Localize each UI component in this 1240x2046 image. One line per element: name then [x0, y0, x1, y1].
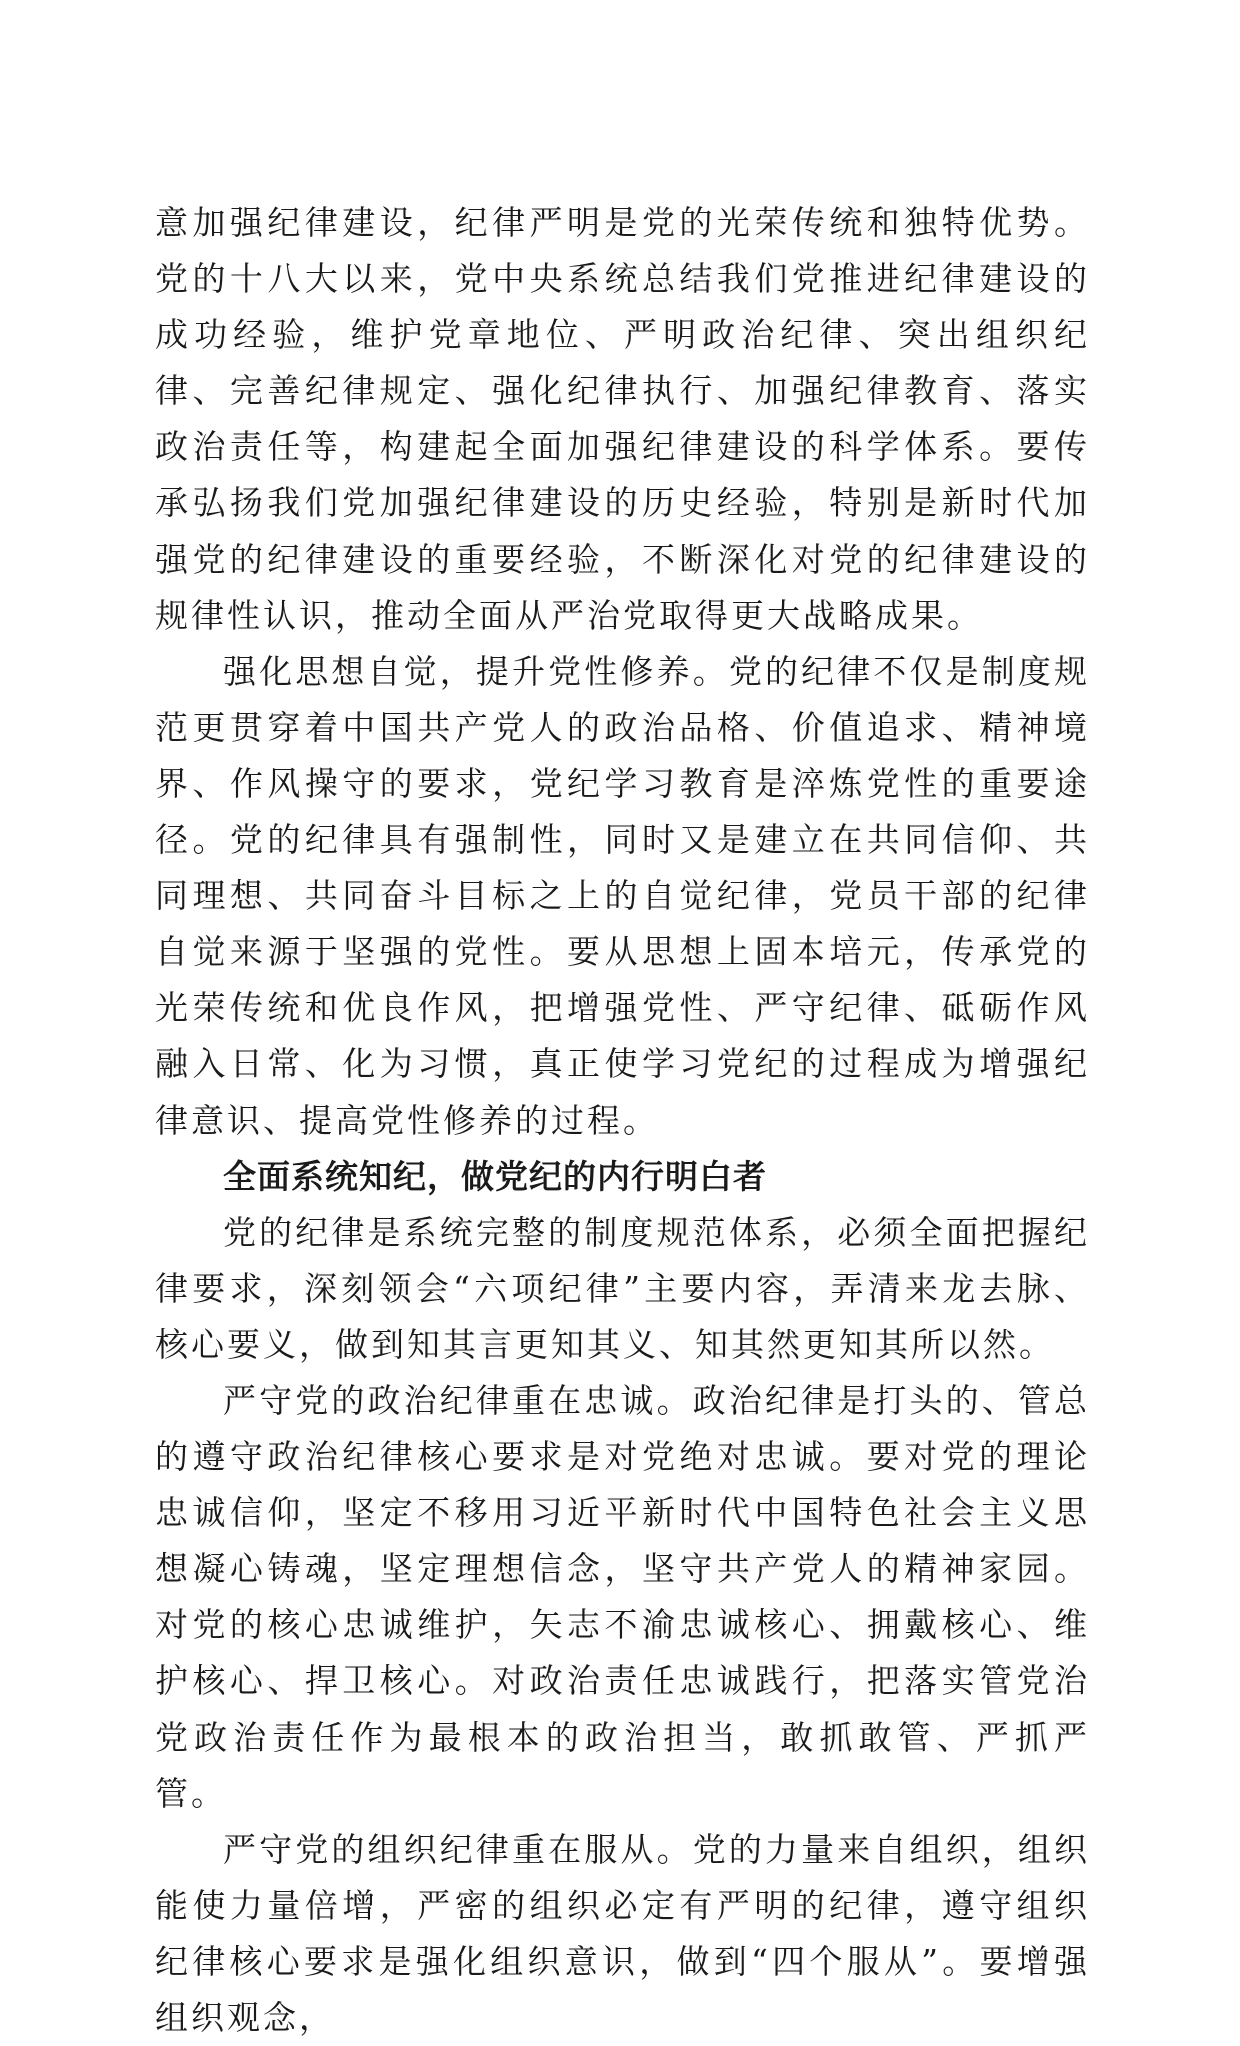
document-body [155, 195, 1090, 2046]
paragraph-discipline-system: 党的纪律是系统完整的制度规范体系，必须全面把握纪律要求，深刻领会“六项纪律”主要内容，弄清来龙去脉、核心要义，做到知其言更知其义、知其然更知其所以然。 [155, 1212, 1090, 1364]
paragraph-organizational-discipline: 严守党的组织纪律重在服从。党的力量来自组织，组织能使力量倍增，严密的组织必定有严明的纪律，遵守组织纪律核心要求是强化组织意识，做到“四个服从”。要增强组织观念， [155, 1829, 1090, 2037]
paragraph-discipline-tradition: 意加强纪律建设，纪律严明是党的光荣传统和独特优势。党的十八大以来，党中央系统总结我们党推进纪律建设的成功经验，维护党章地位、严明政治纪律、突出组织纪律、完善纪律规定、强化纪律执行、加强纪律教育、落实政治责任等，构建起全面加强纪律建设的科学体系。要传承弘扬我们党加强纪律建设的历史经验，特别是新时代加强党的纪律建设的重要经验，不断深化对党的纪律建设的规律性认识，推动全面从严治党取得更大战略成果。 [155, 203, 1090, 635]
section-heading: 全面系统知纪，做党纪的内行明白者 [223, 1156, 767, 1196]
paragraph-ideological-awareness: 强化思想自觉，提升党性修养。党的纪律不仅是制度规范更贯穿着中国共产党人的政治品格、价值追求、精神境界、作风操守的要求，党纪学习教育是淬炼党性的重要途径。党的纪律具有强制性，同时又是建立在共同信仰、共同理想、共同奋斗目标之上的自觉纪律，党员干部的纪律自觉来源于坚强的党性。要从思想上固本培元，传承党的光荣传统和优良作风，把增强党性、严守纪律、砥砺作风融入日常、化为习惯，真正使学习党纪的过程成为增强纪律意识、提高党性修养的过程。 [155, 651, 1090, 1140]
paragraph-political-discipline: 严守党的政治纪律重在忠诚。政治纪律是打头的、管总的遵守政治纪律核心要求是对党绝对忠诚。要对党的理论忠诚信仰，坚定不移用习近平新时代中国特色社会主义思想凝心铸魂，坚定理想信念，坚守共产党人的精神家园。对党的核心忠诚维护，矢志不渝忠诚核心、拥戴核心、维护核心、捍卫核心。对政治责任忠诚践行，把落实管党治党政治责任作为最根本的政治担当，敢抓敢管、严抓严管。 [155, 1380, 1090, 1813]
